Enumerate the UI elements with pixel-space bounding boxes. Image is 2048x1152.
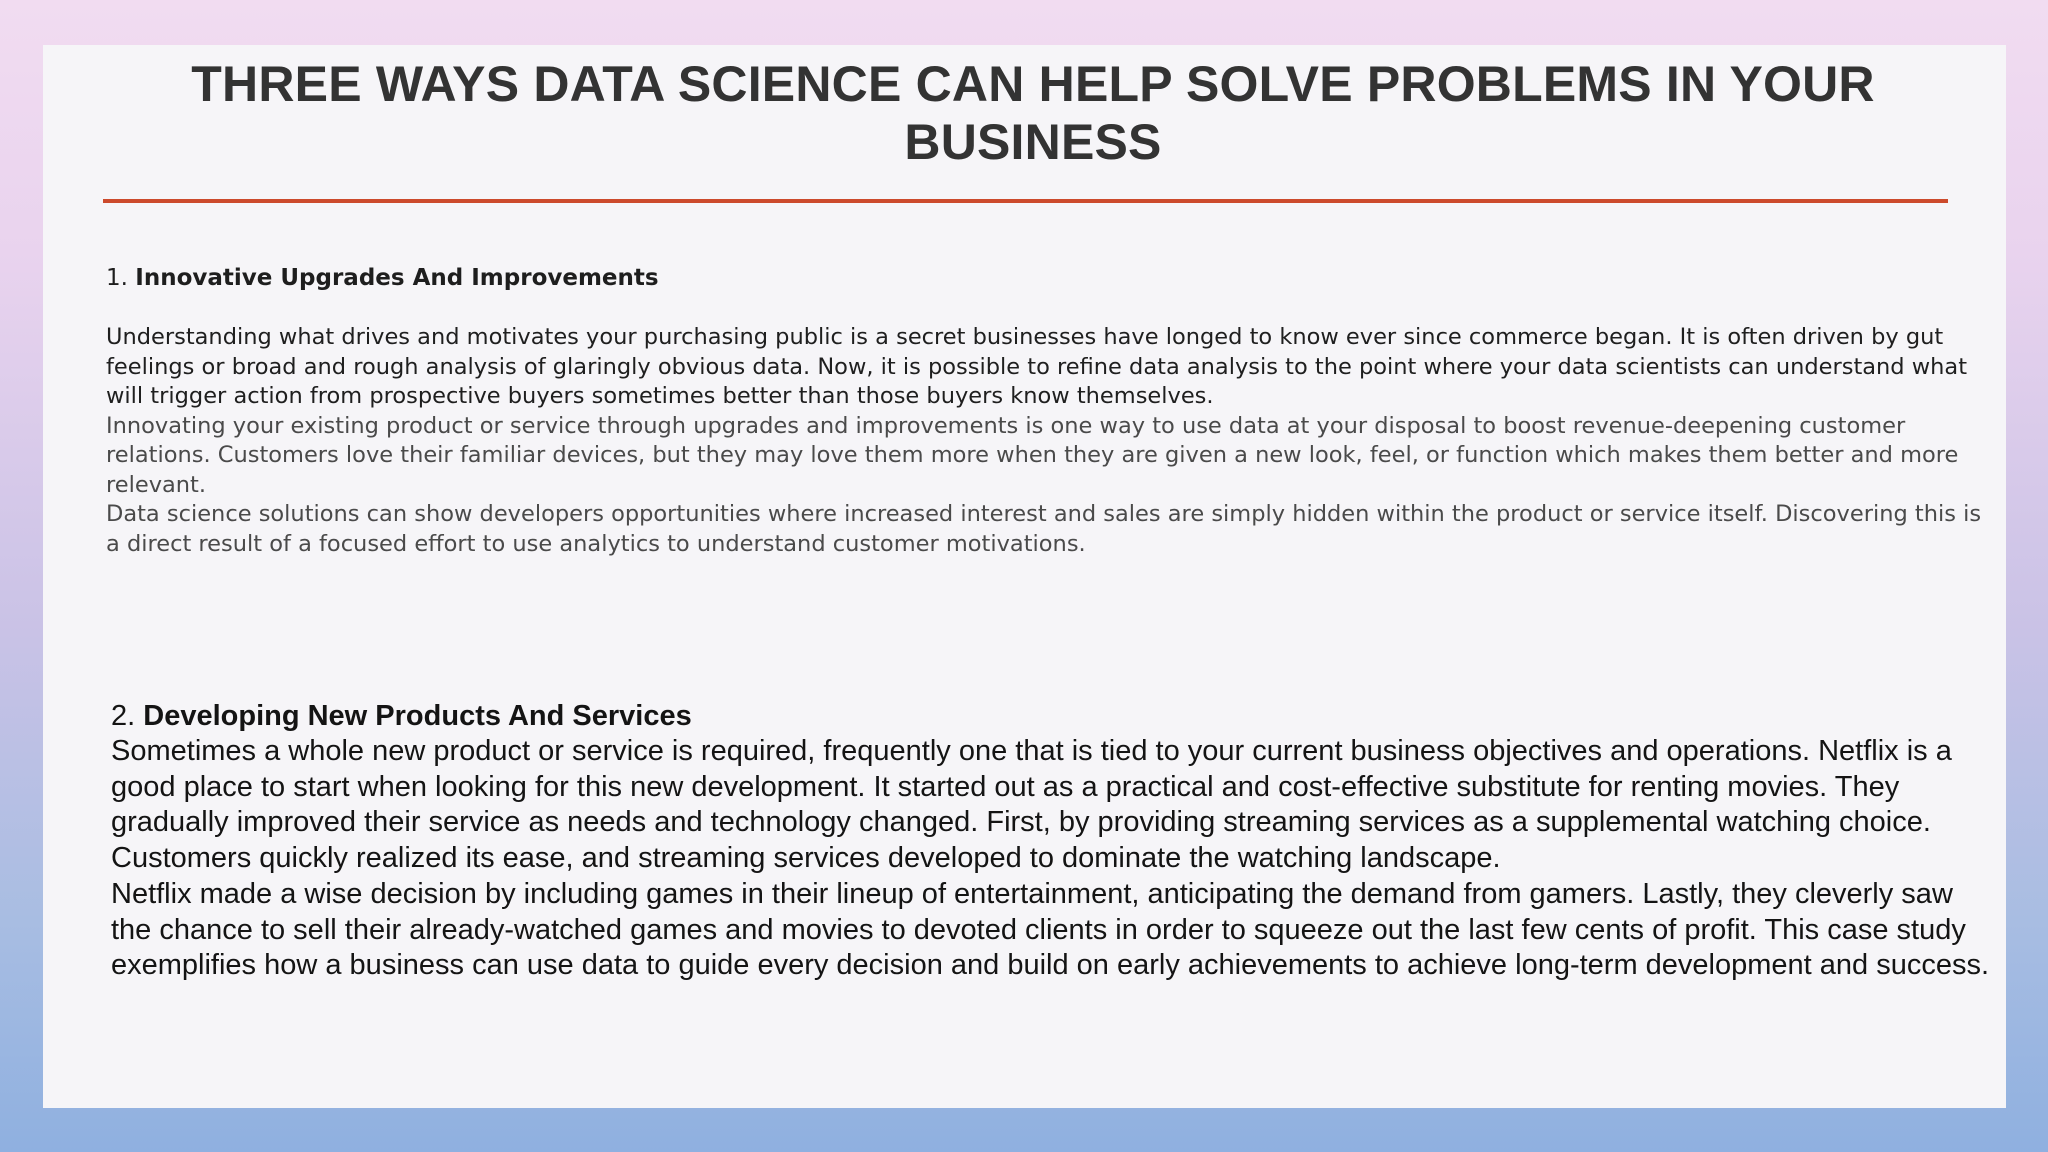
section-developing-new-products <box>111 698 1991 984</box>
slide <box>43 45 2006 1108</box>
section-number: 1. <box>106 265 128 291</box>
section-heading <box>106 263 1986 293</box>
section-heading <box>111 698 1991 734</box>
slide-title: THREE WAYS DATA SCIENCE CAN HELP SOLVE PROBLEMS IN YOUR BUSINESS <box>191 56 1875 170</box>
section-title: Innovative Upgrades And Improvements <box>135 265 659 291</box>
paragraph: Innovating your existing product or service through upgrades and improvements is one way to use data at your disposal to boost revenue-deepening customer relations. Customers love their familiar devices, but they may love them more when they are given a new look, feel, or function which makes them better and more relevant. <box>106 412 1959 498</box>
title-divider <box>103 199 1948 203</box>
paragraph: Understanding what drives and motivates your purchasing public is a secret businesses have longed to know ever since commerce began. It is often driven by gut feelings or broad and rough analysis of glaringly obvious data. Now, it is possible to refine data analysis to the point where your data scientists can understand what will trigger action from prospective buyers sometimes better than those buyers know themselves. <box>106 324 1968 409</box>
paragraph: Netflix made a wise decision by including games in their lineup of entertainment, anticipating the demand from gamers. Lastly, they cleverly saw the chance to sell their already-watched games and movies to devoted clients in order to squeeze out the last few cents of profit. This case study exemplifies how a business can use data to guide every decision and build on early achievements to achieve long-term development and success. <box>111 877 1990 982</box>
paragraph: Sometimes a whole new product or service is required, frequently one that is tied to your current business objectives and operations. Netflix is a good place to start when looking for this new development. It started out as a practical and cost-effective substitute for renting movies. They gradually improved their service as needs and technology changed. First, by providing streaming services as a supplemental watching choice. Customers quickly realized its ease, and streaming services developed to dominate the watching landscape. <box>111 735 1952 875</box>
section-number: 2. <box>111 700 136 732</box>
section-innovative-upgrades <box>106 263 1986 559</box>
paragraph: Data science solutions can show developers opportunities where increased interest and sales are simply hidden within the product or service itself. Discovering this is a direct result of a focused effort to use analytics to understand customer motivations. <box>106 501 1982 557</box>
section-title: Developing New Products And Services <box>143 700 692 732</box>
